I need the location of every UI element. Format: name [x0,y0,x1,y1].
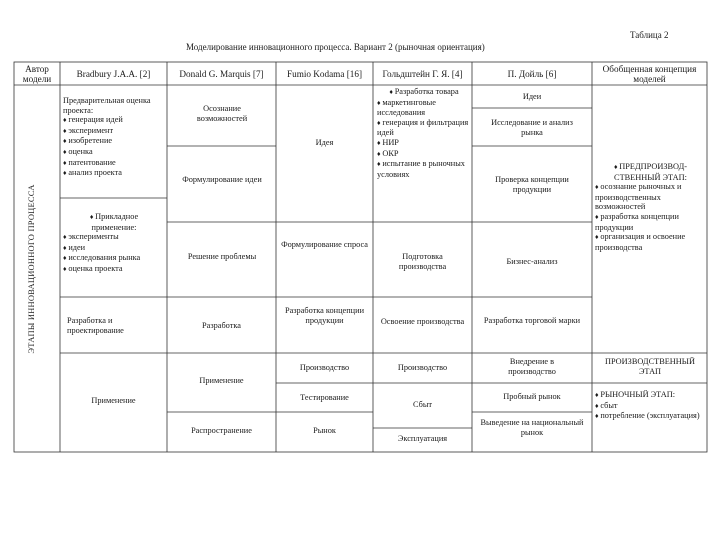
list-item: ♦ изобретение [63,136,165,147]
list-item: ♦ ОКР [377,149,471,160]
header-marquis: Donald G. Marquis [7] [179,69,264,79]
doyle-biz: Бизнес-анализ [506,257,558,266]
vertical-stages-label: ЭТАПЫ ИННОВАЦИОННОГО ПРОЦЕССА [26,184,36,354]
kodama-idea: Идея [315,138,334,147]
bradbury-prelim-title: Предварительная оценка проекта: [63,96,151,115]
goldstein-development-cell [377,87,471,179]
table-title: Моделирование инновационного процесса. Вариант 2 (рыночная ориентация) [186,42,485,52]
doyle-ideas: Идеи [522,92,542,101]
list-item: ♦ разработка концепции продукции [595,212,706,232]
generalized-preproduction-cell [595,162,706,252]
list-item: ♦ осознание рыночных и производственных возможностей [595,182,706,212]
list-item: ♦ маркетинговые исследования [377,98,471,118]
list-item: ♦ генерация и фильтрация идей [377,118,471,138]
goldstein-operation: Эксплуатация [397,434,448,443]
doyle-intro: Внедрение в производство [508,357,556,376]
goldstein-prep: Подготовка производства [398,252,447,271]
header-goldstein: Гольдштейн Г. Я. [4] [382,69,463,79]
list-item: ♦ генерация идей [63,115,165,126]
doyle-research: Исследование и анализ рынка [491,118,573,137]
list-item: ♦ сбыт [595,401,706,412]
list-item: ♦ идеи [63,243,165,254]
doyle-national: Выведение на национальный рынок [480,418,584,437]
list-item: ♦ эксперименты [63,232,165,243]
header-doyle: П. Дойль [6] [507,69,557,79]
marquis-formulation: Формулирование идеи [182,175,262,184]
list-item: ♦ организация и освоение производства [595,232,706,252]
marquis-recognition: Осознание возможностей [196,104,248,123]
list-item: ♦ НИР [377,138,471,149]
bradbury-applied-cell [63,212,165,275]
kodama-market: Рынок [313,426,336,435]
list-item: ♦ оценка проекта [63,264,165,275]
kodama-production: Производство [299,363,350,372]
list-item: ♦ потребление (эксплуатация) [595,411,706,422]
list-item: ♦ эксперимент [63,126,165,137]
list-item: ♦ патентование [63,158,165,169]
doyle-brand: Разработка торговой марки [483,316,581,325]
bradbury-development: Разработка и проектирование [67,316,124,335]
bradbury-application: Применение [91,396,136,405]
goldstein-production: Производство [397,363,448,372]
marquis-development: Разработка [202,321,241,330]
kodama-demand: Формулирование спроса [281,240,368,249]
doyle-check: Проверка концепции продукции [495,175,569,194]
list-item: ♦ исследования рынка [63,253,165,264]
list-item: ♦ испытание в рыночных условиях [377,159,471,179]
kodama-concept: Разработка концепции продукции [284,306,365,325]
marquis-application: Применение [199,376,244,385]
list-item: ♦ оценка [63,147,165,158]
kodama-testing: Тестирование [300,393,349,402]
list-item: ♦ анализ проекта [63,168,165,179]
doyle-trial: Пробный рынок [503,392,561,401]
generalized-market-cell [595,390,706,422]
header-generalized: Обобщенная концепция моделей [602,64,697,84]
header-bradbury: Bradbury J.A.A. [2] [76,69,151,79]
goldstein-sales: Сбыт [412,400,433,409]
bradbury-preliminary-cell [63,96,165,179]
bradbury-applied-title: ♦ Прикладное применение: [63,212,165,232]
preprod-title: ♦ ПРЕДПРОИЗВОД-СТВЕННЫЙ ЭТАП: [595,162,706,182]
marquis-distribution: Распространение [191,426,252,435]
header-author: Автор модели [22,64,52,84]
marquis-solution: Решение проблемы [187,252,257,261]
generalized-production-stage: ПРОИЗВОДСТВЕННЫЙ ЭТАП [604,357,696,376]
goldstein-dev-title: ♦ Разработка товара [377,87,471,98]
market-title: ♦ РЫНОЧНЫЙ ЭТАП: [595,390,706,401]
table-number-label: Таблица 2 [630,30,669,40]
goldstein-mastering: Освоение производства [380,317,465,326]
header-kodama: Fumio Kodama [16] [286,69,363,79]
